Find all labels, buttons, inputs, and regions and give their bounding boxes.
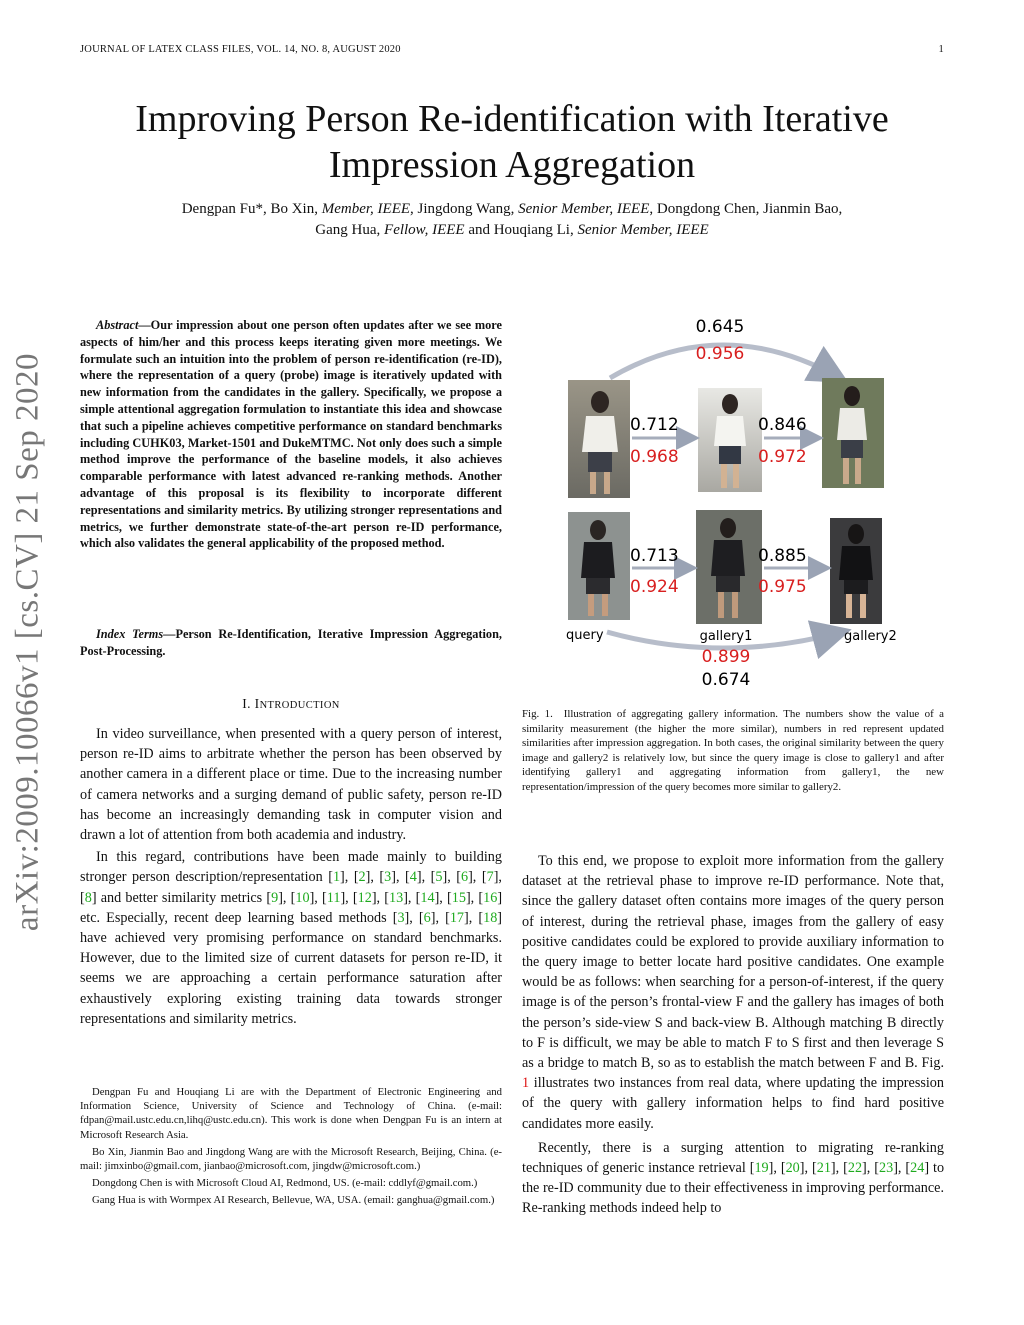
citation-link[interactable]: 15 [451, 889, 466, 906]
citation-link[interactable]: 13 [389, 889, 404, 906]
row1-gallery1-gallery2-updated: 0.972 [758, 447, 807, 467]
introduction [80, 724, 502, 1029]
citation-link[interactable]: 3 [397, 909, 405, 926]
figure-1 [522, 312, 944, 690]
citation-link[interactable]: 16 [483, 889, 498, 906]
citation-link[interactable]: 18 [483, 909, 498, 926]
section-heading [80, 696, 502, 712]
citation-link[interactable]: 17 [449, 909, 464, 926]
citation-link[interactable]: 6 [460, 869, 469, 886]
text-run: In this regard, contributions have been made mainly to building stronger person description/representation [ [80, 849, 502, 886]
citation-link[interactable]: 9 [271, 889, 279, 906]
citation-link[interactable]: 23 [879, 1160, 894, 1177]
section-title-initial: I [254, 696, 260, 711]
footnote: Bo Xin, Jianmin Bao and Jingdong Wang are with the Microsoft Research, Beijing, China. (e-mail: jimxinbo@gmail.com, jianbao@microsoft.com, jingdw@microsoft.com.) [80, 1145, 502, 1173]
footnote: Dengpan Fu and Houqiang Li are with the Department of Electronic Engineering and Information Science, University of Science and Technology of China. (e-mail: fdpan@mail.ustc.edu.cn,lihq@ustc.edu.cn). This work is done when Dengpan Fu is an intern at Microsoft Research Asia. [80, 1086, 502, 1141]
citation-link[interactable]: 8 [84, 889, 92, 906]
author-role: Member, IEEE [321, 201, 411, 217]
running-header [80, 44, 944, 55]
top-arc-updated-score: 0.956 [695, 344, 745, 364]
row1-gallery1-gallery2-original: 0.846 [758, 415, 807, 435]
index-terms-label: Index Terms [96, 627, 164, 641]
citation-link[interactable]: 19 [754, 1160, 769, 1177]
figure-1-diagram [522, 312, 944, 690]
citation-link[interactable]: 4 [409, 869, 417, 886]
abstract-text: —Our impression about one person often updates after we see more aspects of him/her and this process keeps iterating given more meetings. We formulate such an intuition into the problem of person re-identification (re-ID), where the representation of a query (probe) image is iteratively updated with new information from the candidates in the gallery. Specifically, we propose a simple attentional aggregation formulation to instantiate this idea and showcase that such a pipeline achieves competitive performance on standard benchmarks including CUHK03, Market-1501 and DukeMTMC. Not only does such a simple method improve the performance of the baseline models, it also achieves comparable performance with latest advanced re-ranking methods. Another advantage of this proposal is its flexibility to incorporate different representations and similarity metrics. By utilizing stronger representations and metrics, we further demonstrate state-of-the-art person re-ID performance, which also validates the general applicability of the proposed method. [80, 318, 502, 551]
footnote: Gang Hua is with Wormpex AI Research, Bellevue, WA, USA. (email: ganghua@gmail.com.) [92, 1194, 495, 1207]
author-names: Gang Hua, [315, 222, 385, 238]
top-arc-original-score: 0.645 [695, 317, 745, 337]
text-run: have achieved very promising performance on standard benchmarks. However, due to the limited size of current datasets for person re-ID, it seems we are approaching a certain performance saturation after exhaustively exploring existing training data towards stronger representations and similarity metrics. [80, 930, 502, 1027]
person-image-gallery2-1 [822, 378, 884, 488]
person-image-gallery1-1 [698, 388, 762, 492]
text-run: to the re-ID community due to their effectiveness in improving performance. Re-ranking methods indeed help to [522, 1160, 945, 1217]
citation-link[interactable]: 5 [435, 869, 443, 886]
row1-query-gallery1-updated: 0.968 [630, 447, 679, 467]
citation-link[interactable]: 14 [420, 889, 435, 906]
caption-label: Fig. 1. [522, 708, 553, 720]
citation-link[interactable]: 3 [384, 869, 392, 886]
citation-link[interactable]: 7 [486, 869, 494, 886]
author-names: and Houqiang Li, [464, 222, 578, 238]
index-terms [80, 626, 502, 660]
intro-paragraph-2: In this regard, contributions have been made mainly to building stronger person description/representation [1], [2], [3], [4], [5], [6], [7], [8] and better similarity metrics [9], [10], [11], [12], [13], [14], [15], [16] etc. Especially, recent deep learning based methods [3], [6], [17], [18] have achieved very promising performance on standard benchmarks. However, due to the limited size of current datasets for person re-ID, it seems we are approaching a certain performance saturation after exhaustively exploring existing training data towards stronger representations and similarity metrics. [80, 849, 503, 1027]
page-number: 1 [938, 44, 944, 55]
col2-paragraph-2: Recently, there is a surging attention to migrating re-ranking techniques of generic instance retrieval [19], [20], [21], [22], [23], [24] to the re-ID community due to their effectiveness in improving performance. Re-ranking methods indeed help to [522, 1139, 945, 1217]
bottom-arc-updated-score: 0.899 [701, 647, 751, 667]
citation-link[interactable]: 20 [785, 1160, 800, 1177]
citation-link[interactable]: 2 [358, 869, 366, 886]
text-run: etc. Especially, recent deep learning based methods [ [80, 909, 398, 926]
index-terms-text: —Person Re-Identification, Iterative Impression Aggregation, Post-Processing. [80, 627, 502, 658]
section-title-rest: NTRODUCTION [259, 700, 340, 711]
author-names: , Jingdong Wang, [410, 201, 519, 217]
row2-gallery1-gallery2-original: 0.885 [758, 546, 807, 566]
citation-link[interactable]: 10 [295, 889, 310, 906]
intro-paragraph-1: In video surveillance, when presented with a query person of interest, person re-ID aims to arbitrate whether the person has been observed by another camera in a different place or time. Due to the increasing number of camera networks and a surging demand of public safety, person re-ID has become an increasingly demanding task in computer vision and drawn a lot of attention from both academia and industry. [80, 726, 502, 844]
person-image-query-1 [568, 380, 630, 498]
arxiv-id: arXiv:2009.10066v1 [cs.CV] 21 Sep 2020 [9, 352, 46, 932]
section-number: I. [242, 696, 255, 711]
text-run: illustrates two instances from real data, where updating the impression of the query with gallery information helps to find hard positive candidates more easily. [522, 1075, 944, 1132]
text-run: and better similarity metrics [ [96, 889, 272, 906]
journal-name: JOURNAL OF LATEX CLASS FILES, VOL. 14, NO. 8, AUGUST 2020 [80, 44, 401, 55]
column-2-text [522, 851, 944, 1219]
author-role: Senior Member, IEEE [518, 201, 650, 217]
label-gallery1: gallery1 [699, 629, 753, 644]
label-gallery2: gallery2 [844, 629, 897, 644]
citation-link[interactable]: 21 [816, 1160, 831, 1177]
author-role: Fellow, IEEE [384, 222, 465, 238]
citation-link[interactable]: 6 [423, 909, 431, 926]
col2-paragraph-1 [522, 851, 944, 1134]
author-role: Senior Member, IEEE [577, 222, 709, 238]
abstract [80, 317, 502, 552]
figure-caption [522, 707, 944, 794]
footnote: Dongdong Chen is with Microsoft Cloud AI, Redmond, US. (e-mail: cddlyf@gmail.com.) [92, 1177, 478, 1190]
text-run: To this end, we propose to exploit more information from the gallery dataset at the retrieval phase to improve re-ID performance. Note that, since the gallery dataset often contains more images of the query person of interest, during the retrieval phase, images from the gallery of easy positive candidates could be explored to provide auxiliary information to the query image to better locate hard positive candidates. One example would be as follows: when searching for a person-of-interest, if the query image is of the person’s frontal-view F and the gallery has images of both the person’s side-view S and back-view B. Although matching B directly to F is difficult, we may be able to match F to S first and then leverage S as a bridge to match B, so as to establish the match between F and B. Fig. [522, 853, 944, 1072]
citation-link[interactable]: 24 [910, 1160, 925, 1177]
citation-link[interactable]: 11 [326, 889, 341, 906]
author-names: Dengpan Fu*, Bo Xin, [181, 201, 322, 217]
person-image-gallery2-2 [830, 518, 882, 624]
bottom-arc-original-score: 0.674 [701, 670, 751, 690]
person-image-query-2 [568, 512, 630, 620]
text-run: Recently, there is a surging attention to migrating re-ranking techniques of generic instance retrieval [ [522, 1139, 944, 1177]
citation-link[interactable]: 22 [847, 1160, 863, 1177]
footnotes [80, 1085, 502, 1211]
author-list [80, 199, 944, 241]
row1-query-gallery1-original: 0.712 [630, 415, 679, 435]
figure-link[interactable]: 1 [522, 1075, 530, 1092]
paper-title: Improving Person Re-identification with Iterative Impression Aggregation [135, 98, 889, 186]
person-image-gallery1-2 [696, 510, 762, 624]
author-names: , Dongdong Chen, Jianmin Bao, [649, 201, 843, 217]
caption-text: Illustration of aggregating gallery information. The numbers show the value of a similarity measurement (the higher the more similar), numbers in red represent updated similarities after impression aggregation. In both cases, the original similarity between the query image and gallery2 is relatively low, but since the query image is close to gallery1 and after identifying gallery1 and aggregating information from gallery1, the new representation/impression of the query becomes more similar to gallery2. [522, 708, 944, 793]
row2-query-gallery1-original: 0.713 [630, 546, 679, 566]
citation-link[interactable]: 12 [357, 889, 372, 906]
label-query: query [566, 628, 604, 643]
row2-gallery1-gallery2-updated: 0.975 [758, 577, 807, 597]
arxiv-stamp [0, 0, 56, 1325]
abstract-label: Abstract [96, 318, 139, 332]
citation-link[interactable]: 1 [332, 869, 341, 886]
row2-query-gallery1-updated: 0.924 [630, 577, 679, 597]
